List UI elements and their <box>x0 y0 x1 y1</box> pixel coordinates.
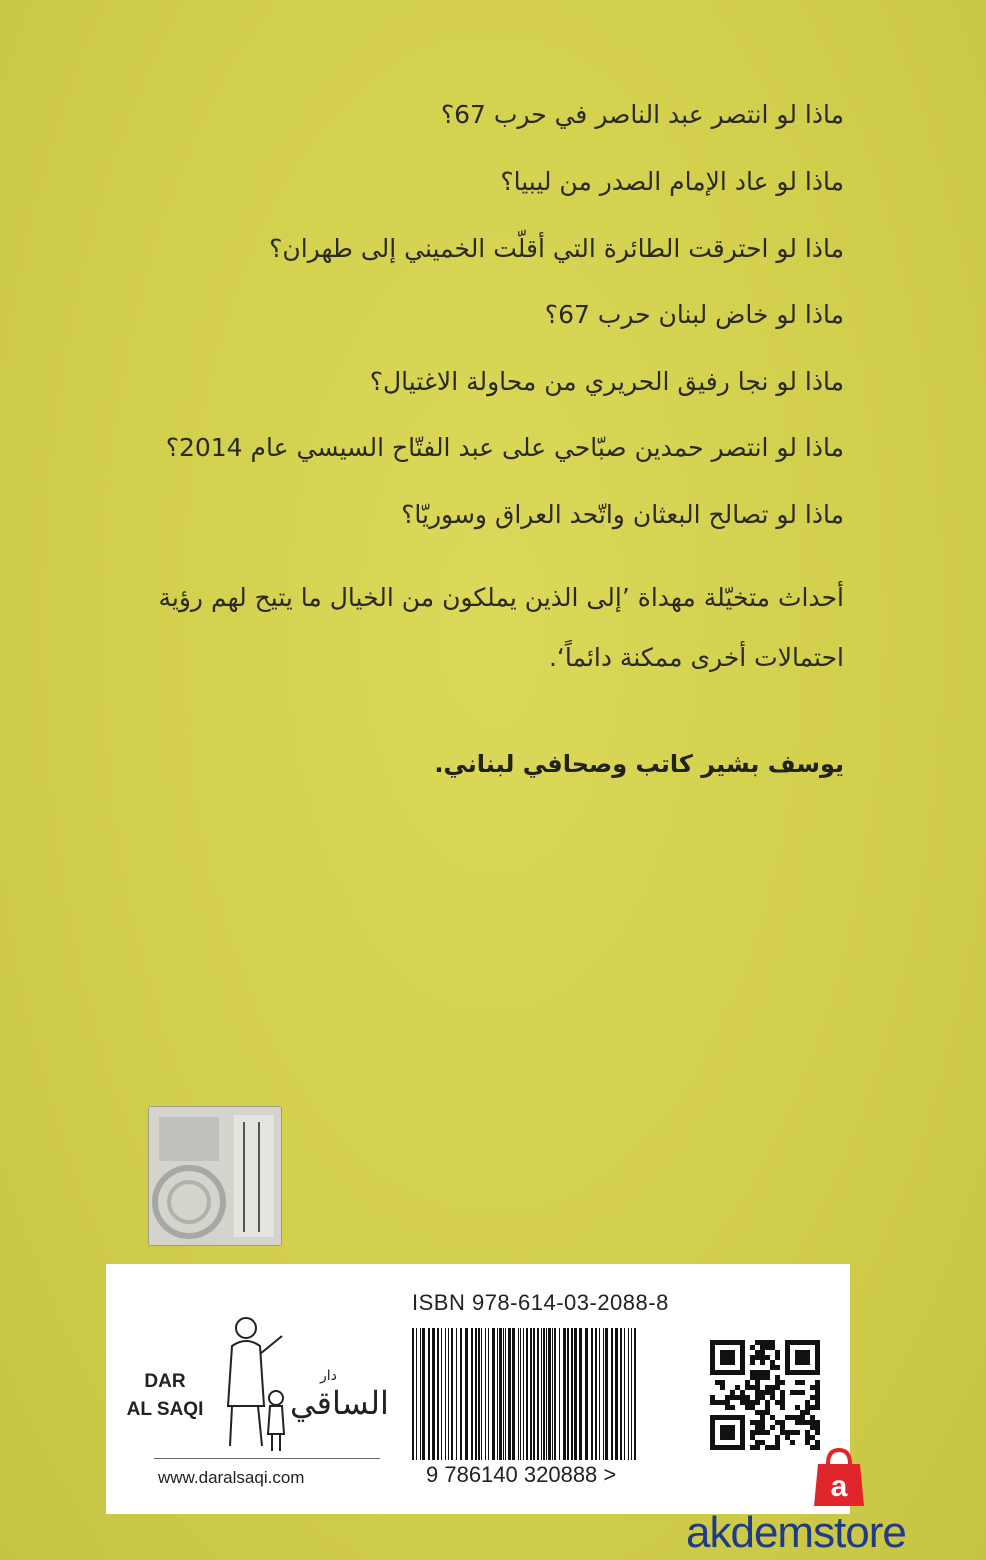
publisher-latin-name: DAR AL SAQI <box>126 1371 204 1420</box>
isbn-text: ISBN 978-614-03-2088-8 <box>412 1290 669 1315</box>
question-5: ماذا لو نجا رفيق الحريري من محاولة الاغتيال؟ <box>369 367 844 396</box>
publisher-arabic-name: الساقي <box>290 1384 389 1422</box>
author-note: يوسف بشير كاتب وصحافي لبناني. <box>434 750 844 778</box>
publisher-illustration-icon <box>202 1306 298 1456</box>
dedication-paragraph: أحداث متخيّلة مهداة ’إلى الذين يملكون من الخيال ما يتيح لهم رؤية احتمالات أخرى ممكنة دائماً‘. <box>158 583 844 672</box>
security-sticker <box>148 1106 282 1246</box>
publisher-website: www.daralsaqi.com <box>158 1468 305 1487</box>
shopping-bag-icon <box>808 1446 870 1508</box>
question-1: ماذا لو انتصر عبد الناصر في حرب 67؟ <box>440 100 844 129</box>
question-7: ماذا لو تصالح البعثان واتّحد العراق وسوريّا؟ <box>401 500 844 529</box>
barcode-digits: 9 786140 320888 > <box>426 1462 617 1487</box>
question-2: ماذا لو عاد الإمام الصدر من ليبيا؟ <box>500 167 844 196</box>
store-watermark: akdemstore <box>686 1508 906 1557</box>
website-divider <box>154 1458 380 1459</box>
question-6: ماذا لو انتصر حمدين صبّاحي على عبد الفتّاح السيسي عام 2014؟ <box>165 433 844 462</box>
back-cover-footer <box>106 1264 850 1514</box>
qr-code <box>710 1340 820 1450</box>
svg-text:a: a <box>830 1470 848 1503</box>
question-3: ماذا لو احترقت الطائرة التي أقلّت الخميني إلى طهران؟ <box>269 234 844 263</box>
publisher-arabic-prefix: دار <box>320 1368 337 1384</box>
barcode <box>408 1328 644 1460</box>
question-4: ماذا لو خاض لبنان حرب 67؟ <box>544 300 844 329</box>
